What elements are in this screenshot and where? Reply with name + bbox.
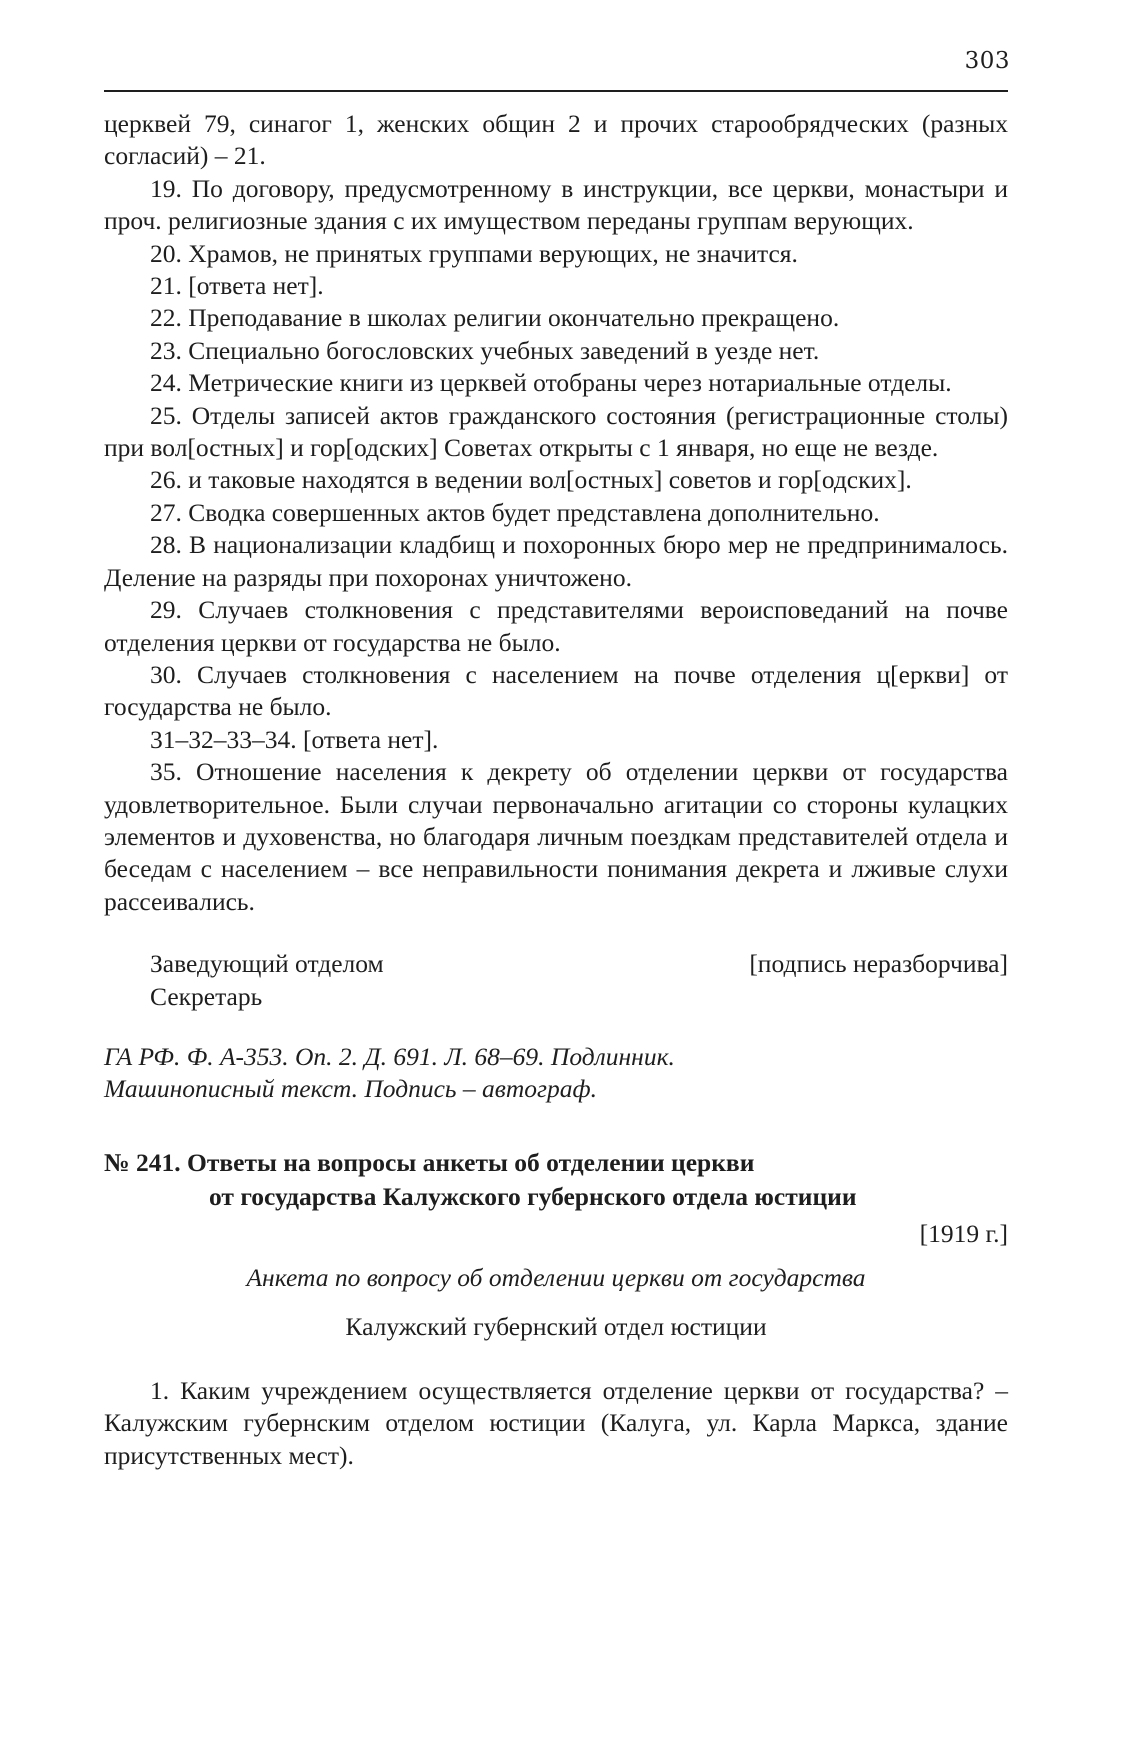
document-title-text-1: Ответы на вопросы анкеты об отделении церкви <box>187 1147 755 1177</box>
paragraph-item-27: 27. Сводка совершенных актов будет представлена дополнительно. <box>150 497 880 527</box>
paragraph-item-25: 25. Отделы записей актов гражданского состояния (регистрационные столы) при вол[остных] и гор[одских] Советах открыты с 1 января, но еще не везде. <box>104 400 1008 463</box>
page-number: 303 <box>964 48 1010 74</box>
archive-line-1: ГА РФ. Ф. А-353. Оп. 2. Д. 691. Л. 68–69. Подлинник. <box>104 1041 675 1071</box>
header-rule <box>104 90 1008 92</box>
paragraph-continuation: церквей 79, синагог 1, женских общин 2 и прочих старообрядческих (разных согласий) – 21. <box>104 109 1008 171</box>
paragraph-item-30: 30. Случаев столкновения с населением на почве отделения ц[еркви] от государства не было. <box>104 659 1008 722</box>
paragraph-item-28: 28. В национализации кладбищ и похоронных бюро мер не предпринималось. Деление на разряды при похоронах уничтожено. <box>104 530 1008 592</box>
signature-row <box>150 948 1008 980</box>
paragraph-item-20: 20. Храмов, не принятых группами верующих, не значится. <box>150 238 798 268</box>
head-title: Заведующий отделом <box>150 949 384 979</box>
form-title: Анкета по вопросу об отделении церкви от государства <box>246 1263 866 1293</box>
page-content <box>104 108 1008 1472</box>
paragraph-item-35: 35. Отношение населения к декрету об отделении церкви от государства удовлетворительное. Были случаи первоначально агитации со стороны кулацких элементов и духовенства, но благодаря личным поездкам представителей отдела и беседам с населением – все неправильности понимания декрета и лживые слухи рассеивались. <box>104 757 1008 916</box>
paragraph-item-21: 21. [ответа нет]. <box>150 271 324 301</box>
signature-block <box>104 948 1008 1013</box>
department-name: Калужский губернский отдел юстиции <box>345 1311 767 1341</box>
archive-reference <box>104 1041 1008 1106</box>
secretary-title: Секретарь <box>150 981 263 1011</box>
paragraph-item-31-34: 31–32–33–34. [ответа нет]. <box>150 724 439 754</box>
paragraph-item-29: 29. Случаев столкновения с представителями вероисповеданий на почве отделения церкви от государства не было. <box>104 595 1008 657</box>
paragraph-item-23: 23. Специально богословских учебных заведений в уезде нет. <box>150 335 820 365</box>
paragraph-item-19: 19. По договору, предусмотренному в инструкции, все церкви, монастыри и проч. религиозные здания с их имуществом переданы группам верующих. <box>104 173 1008 236</box>
document-heading <box>104 1146 1008 1214</box>
document-title-line-1 <box>104 1146 1008 1180</box>
document-title-line-2: от государства Калужского губернского отдела юстиции <box>209 1181 857 1211</box>
paragraph-item-26: 26. и таковые находятся в ведении вол[остных] советов и гор[одских]. <box>150 465 912 495</box>
paragraph-item-22: 22. Преподавание в школах религии окончательно прекращено. <box>150 303 840 333</box>
paragraph-item-24: 24. Метрические книги из церквей отобраны через нотариальные отделы. <box>150 368 952 398</box>
document-number: № 241. <box>104 1147 181 1177</box>
question-1: 1. Каким учреждением осуществляется отделение церкви от государства? – Калужским губернским отделом юстиции (Калуга, ул. Карла Маркса, здание присутственных мест). <box>104 1376 1008 1470</box>
document-date: [1919 г.] <box>919 1218 1008 1248</box>
signature-note: [подпись неразборчива] <box>749 949 1008 979</box>
archive-line-2: Машинописный текст. Подпись – автограф. <box>104 1074 597 1104</box>
